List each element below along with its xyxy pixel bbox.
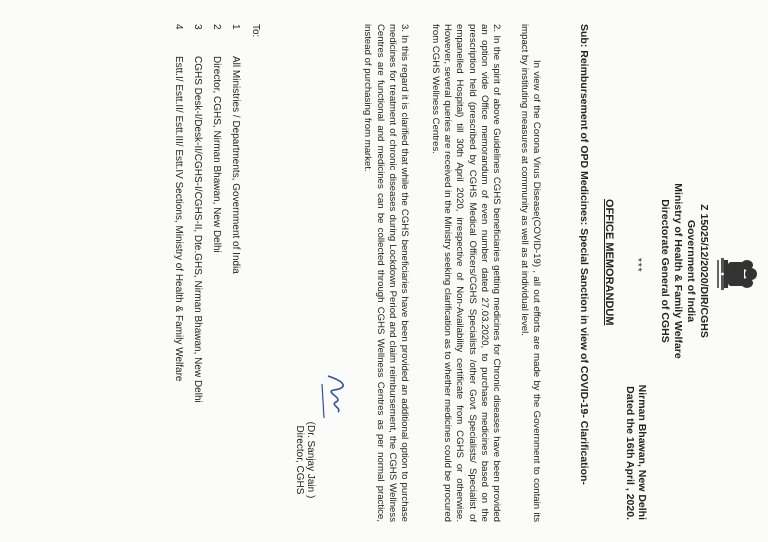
subject-line bbox=[577, 24, 590, 522]
place: Nirman Bhawan, New Delhi bbox=[636, 384, 648, 520]
subject-text: Reimbursement of OPD Medicines: Special Sanction in view of COVID-19- Clarification- bbox=[578, 50, 590, 485]
directorate-name: Directorate General of CGHS bbox=[659, 199, 671, 343]
ministry-name: Ministry of Health & Family Welfare bbox=[672, 183, 684, 359]
list-item: 2Director, CGHS, Nirman Bhawan, New Delhi bbox=[211, 24, 222, 253]
date: Dated the 16th April , 2020. bbox=[624, 386, 636, 520]
paragraph-1: In view of the Corona Virus Disease(COVID-19) , all out efforts are made by the Government to contain its impact by instituting measures at community as well as at individual level. bbox=[518, 24, 542, 522]
to-label: To: bbox=[250, 24, 261, 38]
handwritten-initials bbox=[316, 372, 352, 430]
signatory-designation: Director, CGHS bbox=[294, 425, 305, 495]
signatory-name: (Dr. Sanjay Jain ) bbox=[305, 421, 316, 499]
list-item: 4Estt.I/ Estt.II/ Estt.III/ Estt.IV Sections, Ministry of Health & Family Welfare bbox=[173, 24, 184, 382]
national-emblem-icon bbox=[712, 252, 760, 296]
paragraph-3: 3. In this regard it is clarified that while the CGHS beneficiaries have been provided an additional option to purchase medicines for treatment of chronic diseases during Lockdown Period and claim reimbursement, the CGHS Wellness Centres are functional and medicines can be collected through CGHS Wellness Centres as per normal practice, instead of purchasing from market. bbox=[362, 24, 410, 522]
list-item: 3CGHS Desk-I/Desk-II/CGHS-I/CGHS-II, Dte.GHS, Nirman Bhawan, New Delhi bbox=[192, 24, 203, 403]
recipient-list bbox=[169, 24, 245, 524]
file-number: Z 15025/12/2020/DIR/CGHS bbox=[698, 204, 710, 338]
paragraph-2: 2. In the spirit of above Guidelines CGHS beneficiaries getting medicines for Chronic diseases have been provided an option vide Office memorandum of even number dated 27.03.2020, to purchase medicines based on the prescription held (prescribed by CGHS Medical Officers/CGHS Specialists /other Govt Specialists/ Specialist of empanelled Hospital) till 30th April 2020, irrespective of Non-Availability certificate from CGHS or otherwise. However, several queries are received in the Ministry seeking clarification as to whether medicines could be procured from CGHS Wellness Centres. bbox=[429, 24, 502, 522]
list-item: 1All Ministries / Departments, Government of India bbox=[230, 24, 241, 274]
government-name: Government of India bbox=[685, 219, 697, 323]
separator-stars: *** bbox=[632, 258, 643, 273]
memo-title: OFFICE MEMORANDUM bbox=[603, 199, 615, 326]
subject-label: Sub: bbox=[578, 24, 590, 48]
